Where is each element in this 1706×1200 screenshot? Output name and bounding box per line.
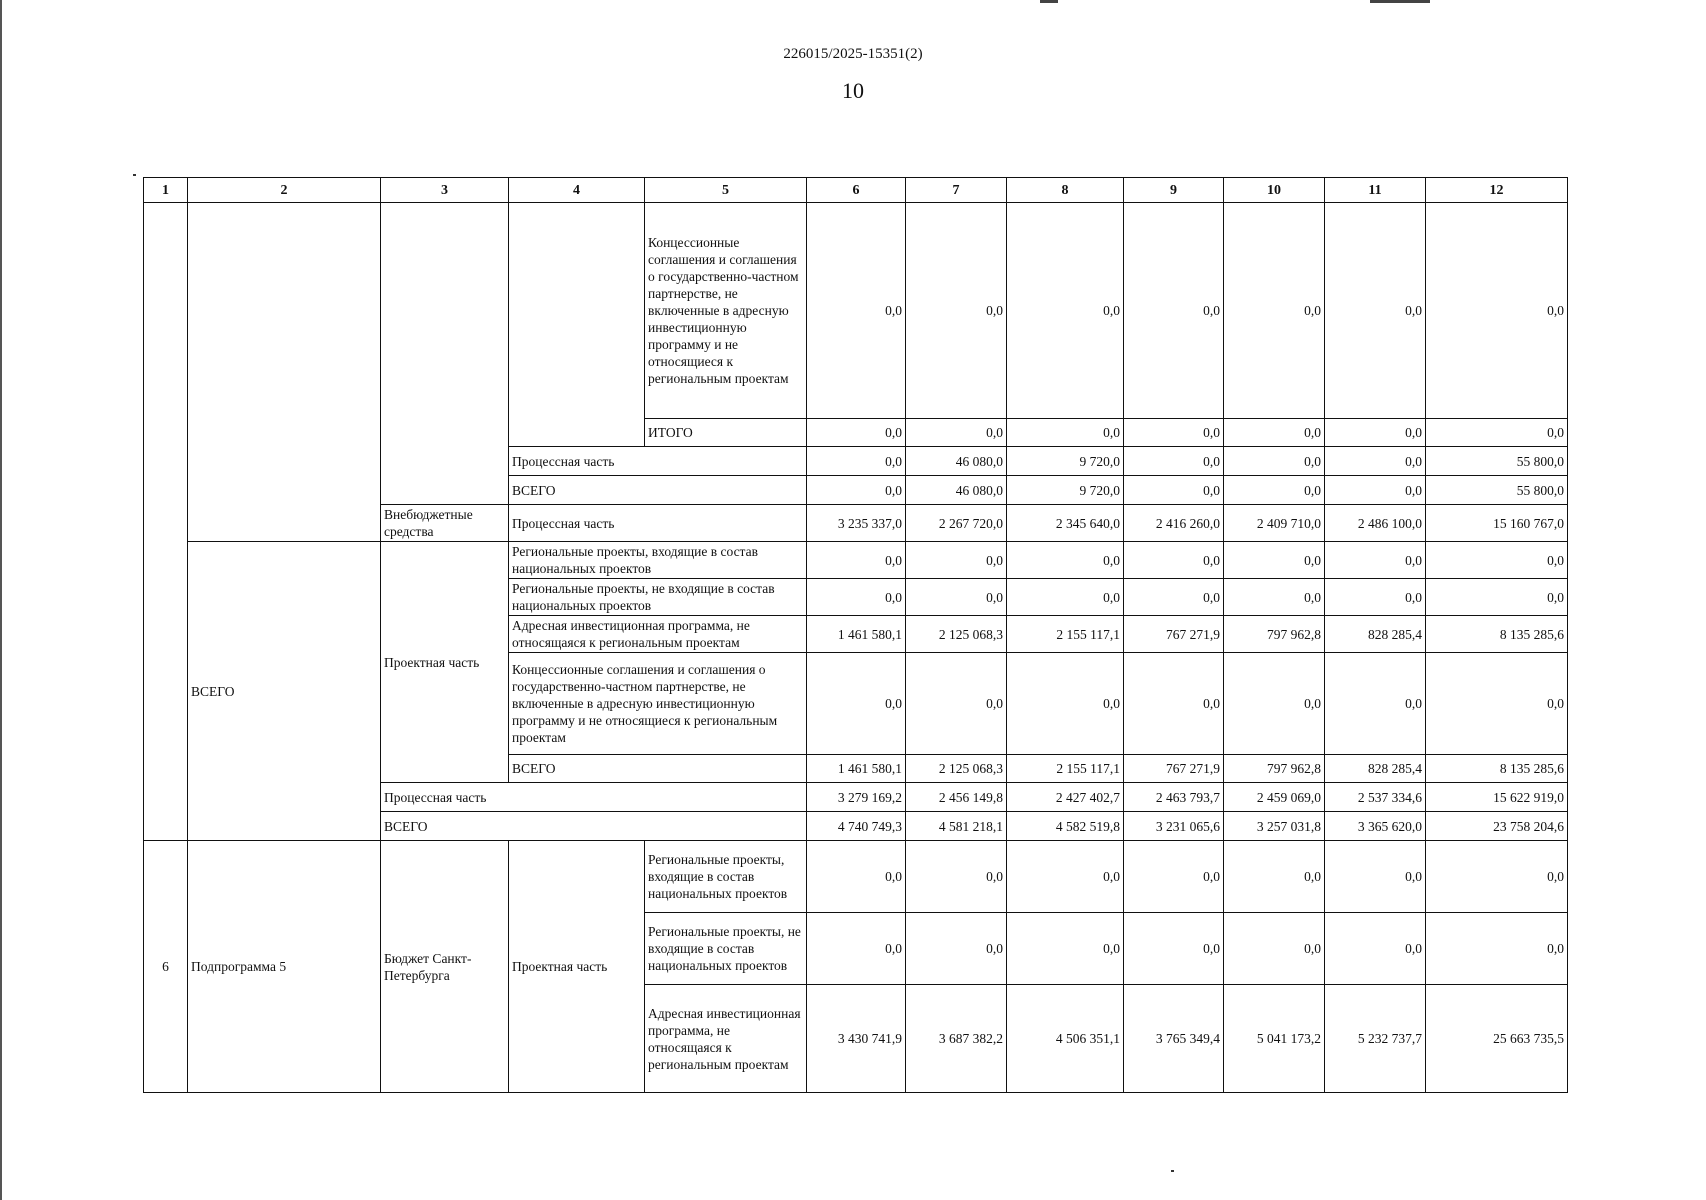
value-cell: 0,0 — [807, 542, 906, 579]
value-cell: 0,0 — [1426, 542, 1568, 579]
value-cell: 0,0 — [807, 476, 906, 505]
value-cell: 2 125 068,3 — [906, 616, 1007, 653]
value-cell: 0,0 — [807, 653, 906, 755]
value-cell: 0,0 — [1224, 913, 1325, 985]
value-cell: 0,0 — [1124, 203, 1224, 419]
value-cell: 0,0 — [1007, 579, 1124, 616]
row-label: ИТОГО — [645, 419, 807, 447]
value-cell: 0,0 — [1426, 913, 1568, 985]
funding-source-cell: Внебюджетные средства — [381, 505, 509, 542]
scan-mark — [1040, 0, 1058, 3]
column-number: 2 — [188, 178, 381, 203]
value-cell: 0,0 — [807, 841, 906, 913]
value-cell: 0,0 — [906, 542, 1007, 579]
value-cell: 8 135 285,6 — [1426, 616, 1568, 653]
value-cell: 797 962,8 — [1224, 755, 1325, 783]
value-cell: 1 461 580,1 — [807, 616, 906, 653]
value-cell: 15 160 767,0 — [1426, 505, 1568, 542]
row-label: ВСЕГО — [381, 812, 807, 841]
value-cell: 9 720,0 — [1007, 476, 1124, 505]
value-cell: 767 271,9 — [1124, 755, 1224, 783]
value-cell: 0,0 — [1426, 203, 1568, 419]
value-cell: 0,0 — [1325, 841, 1426, 913]
value-cell: 0,0 — [1124, 913, 1224, 985]
value-cell: 4 740 749,3 — [807, 812, 906, 841]
column-number: 5 — [645, 178, 807, 203]
value-cell: 0,0 — [1426, 579, 1568, 616]
value-cell: 23 758 204,6 — [1426, 812, 1568, 841]
value-cell: 0,0 — [807, 579, 906, 616]
value-cell: 3 257 031,8 — [1224, 812, 1325, 841]
row-number-cell — [144, 203, 188, 841]
table-row — [144, 841, 1568, 913]
value-cell: 3 365 620,0 — [1325, 812, 1426, 841]
row-label: Адресная инвестиционная программа, не относящаяся к региональным проектам — [645, 985, 807, 1093]
value-cell: 0,0 — [1325, 579, 1426, 616]
column-number: 8 — [1007, 178, 1124, 203]
row-label: ВСЕГО — [509, 755, 807, 783]
value-cell: 0,0 — [1325, 653, 1426, 755]
row-label: ВСЕГО — [509, 476, 807, 505]
value-cell: 0,0 — [906, 653, 1007, 755]
row-label: Концессионные соглашения и соглашения о государственно-частном партнерстве, не включенные в адресную инвестиционную программу и не относящиеся к региональным проектам — [645, 203, 807, 419]
row-label: Региональные проекты, не входящие в состав национальных проектов — [509, 579, 807, 616]
program-name-cell: Подпрограмма 5 — [188, 841, 381, 1093]
value-cell: 2 427 402,7 — [1007, 783, 1124, 812]
value-cell: 0,0 — [807, 447, 906, 476]
value-cell: 2 456 149,8 — [906, 783, 1007, 812]
value-cell: 2 155 117,1 — [1007, 755, 1124, 783]
value-cell: 0,0 — [1426, 841, 1568, 913]
value-cell: 0,0 — [906, 419, 1007, 447]
value-cell: 0,0 — [1325, 476, 1426, 505]
value-cell: 0,0 — [1124, 476, 1224, 505]
column-number: 1 — [144, 178, 188, 203]
value-cell: 2 463 793,7 — [1124, 783, 1224, 812]
scan-mark — [1370, 0, 1430, 3]
value-cell: 797 962,8 — [1224, 616, 1325, 653]
budget-table-subprogram — [143, 840, 1568, 1093]
table-row — [144, 203, 1568, 419]
value-cell: 0,0 — [1224, 447, 1325, 476]
row-label: Концессионные соглашения и соглашения о государственно-частном партнерстве, не включенные в адресную инвестиционную программу и не относящиеся к региональным проектам — [509, 653, 807, 755]
funding-source-cell — [381, 203, 509, 505]
value-cell: 0,0 — [1224, 653, 1325, 755]
value-cell: 2 345 640,0 — [1007, 505, 1124, 542]
value-cell: 0,0 — [1224, 419, 1325, 447]
value-cell: 2 416 260,0 — [1124, 505, 1224, 542]
value-cell: 0,0 — [1426, 653, 1568, 755]
value-cell: 55 800,0 — [1426, 476, 1568, 505]
value-cell: 828 285,4 — [1325, 755, 1426, 783]
value-cell: 0,0 — [1007, 841, 1124, 913]
total-label: ВСЕГО — [188, 542, 381, 841]
value-cell: 0,0 — [1224, 203, 1325, 419]
value-cell: 4 506 351,1 — [1007, 985, 1124, 1093]
row-label: Региональные проекты, не входящие в состав национальных проектов — [645, 913, 807, 985]
value-cell: 0,0 — [906, 203, 1007, 419]
value-cell: 0,0 — [1325, 913, 1426, 985]
value-cell: 3 430 741,9 — [807, 985, 906, 1093]
funding-source-cell: Бюджет Санкт-Петербурга — [381, 841, 509, 1093]
value-cell: 2 155 117,1 — [1007, 616, 1124, 653]
column-number: 6 — [807, 178, 906, 203]
value-cell: 2 267 720,0 — [906, 505, 1007, 542]
value-cell: 0,0 — [1124, 579, 1224, 616]
part-cell — [509, 203, 645, 447]
scan-dot — [133, 174, 136, 176]
value-cell: 4 582 519,8 — [1007, 812, 1124, 841]
page-number: 10 — [842, 78, 864, 103]
page-edge — [0, 0, 2, 1200]
program-name-cell — [188, 203, 381, 542]
column-number-row — [144, 178, 1568, 203]
value-cell: 0,0 — [1325, 203, 1426, 419]
row-label: Адресная инвестиционная программа, не относящаяся к региональным проектам — [509, 616, 807, 653]
scan-dot — [1171, 1170, 1174, 1172]
value-cell: 3 765 349,4 — [1124, 985, 1224, 1093]
value-cell: 0,0 — [807, 419, 906, 447]
value-cell: 55 800,0 — [1426, 447, 1568, 476]
value-cell: 0,0 — [1224, 579, 1325, 616]
value-cell: 3 235 337,0 — [807, 505, 906, 542]
value-cell: 0,0 — [1124, 841, 1224, 913]
column-number: 9 — [1124, 178, 1224, 203]
column-number: 4 — [509, 178, 645, 203]
value-cell: 0,0 — [1224, 542, 1325, 579]
column-number: 3 — [381, 178, 509, 203]
table-row — [144, 542, 1568, 579]
value-cell: 25 663 735,5 — [1426, 985, 1568, 1093]
column-number: 10 — [1224, 178, 1325, 203]
value-cell: 0,0 — [906, 913, 1007, 985]
document-id: 226015/2025-15351(2) — [783, 46, 923, 62]
value-cell: 767 271,9 — [1124, 616, 1224, 653]
value-cell: 0,0 — [1007, 542, 1124, 579]
value-cell: 0,0 — [1325, 447, 1426, 476]
budget-table — [143, 177, 1568, 841]
row-label: Процессная часть — [381, 783, 807, 812]
value-cell: 0,0 — [906, 579, 1007, 616]
value-cell: 0,0 — [1124, 447, 1224, 476]
value-cell: 3 687 382,2 — [906, 985, 1007, 1093]
value-cell: 0,0 — [807, 203, 906, 419]
value-cell: 3 231 065,6 — [1124, 812, 1224, 841]
value-cell: 0,0 — [1124, 653, 1224, 755]
value-cell: 0,0 — [1007, 913, 1124, 985]
value-cell: 4 581 218,1 — [906, 812, 1007, 841]
value-cell: 5 041 173,2 — [1224, 985, 1325, 1093]
value-cell: 0,0 — [1124, 419, 1224, 447]
value-cell: 46 080,0 — [906, 447, 1007, 476]
column-number: 12 — [1426, 178, 1568, 203]
value-cell: 0,0 — [1007, 653, 1124, 755]
row-number-cell: 6 — [144, 841, 188, 1093]
value-cell: 828 285,4 — [1325, 616, 1426, 653]
row-label: Процессная часть — [509, 447, 807, 476]
value-cell: 2 537 334,6 — [1325, 783, 1426, 812]
column-number: 11 — [1325, 178, 1426, 203]
value-cell: 1 461 580,1 — [807, 755, 906, 783]
value-cell: 0,0 — [807, 913, 906, 985]
value-cell: 8 135 285,6 — [1426, 755, 1568, 783]
value-cell: 0,0 — [906, 841, 1007, 913]
value-cell: 0,0 — [1325, 419, 1426, 447]
value-cell: 9 720,0 — [1007, 447, 1124, 476]
value-cell: 0,0 — [1124, 542, 1224, 579]
value-cell: 2 459 069,0 — [1224, 783, 1325, 812]
value-cell: 46 080,0 — [906, 476, 1007, 505]
value-cell: 0,0 — [1007, 419, 1124, 447]
column-number: 7 — [906, 178, 1007, 203]
row-label: Региональные проекты, входящие в состав национальных проектов — [645, 841, 807, 913]
value-cell: 3 279 169,2 — [807, 783, 906, 812]
value-cell: 15 622 919,0 — [1426, 783, 1568, 812]
project-part-label: Проектная часть — [381, 542, 509, 783]
row-label: Процессная часть — [509, 505, 807, 542]
value-cell: 2 486 100,0 — [1325, 505, 1426, 542]
value-cell: 0,0 — [1224, 841, 1325, 913]
value-cell: 0,0 — [1325, 542, 1426, 579]
value-cell: 2 125 068,3 — [906, 755, 1007, 783]
row-label: Региональные проекты, входящие в состав национальных проектов — [509, 542, 807, 579]
value-cell: 0,0 — [1224, 476, 1325, 505]
value-cell: 5 232 737,7 — [1325, 985, 1426, 1093]
value-cell: 0,0 — [1426, 419, 1568, 447]
value-cell: 2 409 710,0 — [1224, 505, 1325, 542]
value-cell: 0,0 — [1007, 203, 1124, 419]
part-cell: Проектная часть — [509, 841, 645, 1093]
